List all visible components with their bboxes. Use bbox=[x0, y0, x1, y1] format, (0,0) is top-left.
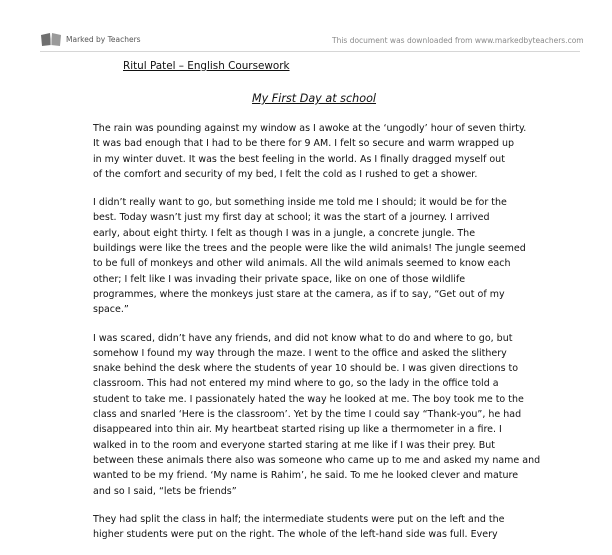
text-line: between these animals there also was someone who came up to me and asked my name and bbox=[93, 454, 541, 466]
text-line: class and snarled ‘Here is the classroom’. Yet by the time I could say “Thank-you”, he had bbox=[93, 409, 522, 421]
text-line: It was bad enough that I had to be there for 9 AM. I felt so secure and warm wrapped up bbox=[93, 138, 515, 150]
text-line: in my winter duvet. It was the best feeling in the world. As I finally dragged myself out bbox=[93, 153, 505, 165]
text-line: The rain was pounding against my window as I awoke at the ‘ungodly’ hour of seven thirty. bbox=[93, 123, 527, 134]
text-line: programmes, where the monkeys just stare at the camera, as if to say, “Get out of my bbox=[93, 288, 505, 300]
document-title: My First Day at school bbox=[251, 92, 377, 105]
essay-paragraph bbox=[93, 195, 535, 317]
logo-text: Marked by Teachers bbox=[66, 35, 141, 44]
text-line: disappeared into thin air. My heartbeat started rising up like a thermometer in a fire. I bbox=[93, 424, 502, 436]
text-line: walked in to the room and everyone started staring at me like if I was their prey. But bbox=[93, 439, 495, 451]
essay-paragraph bbox=[93, 512, 535, 543]
text-line: other; I felt like I was invading their private space, like on one of those wildlife bbox=[93, 273, 466, 285]
download-notice: This document was downloaded from www.markedbyteachers.com bbox=[332, 36, 584, 45]
text-line: snake behind the desk where the students of year 10 should be. I was given directions to bbox=[93, 363, 519, 375]
text-line: classroom. This had not entered my mind where to go, so the lady in the office told a bbox=[93, 378, 499, 390]
text-line: and so I said, “lets be friends” bbox=[93, 485, 237, 497]
text-line: higher students were put on the right. The whole of the left-hand side was full. Every bbox=[93, 529, 498, 541]
author-line: Ritul Patel – English Coursework bbox=[123, 60, 290, 72]
header-divider bbox=[40, 51, 580, 52]
text-line: best. Today wasn’t just my first day at school; it was the start of a journey. I arrived bbox=[93, 212, 490, 224]
essay-paragraph bbox=[93, 121, 535, 182]
text-line: early, about eight thirty. I felt as though I was in a jungle, a concrete jungle. The bbox=[93, 227, 476, 239]
essay-body bbox=[93, 121, 541, 555]
text-line: I didn’t really want to go, but something inside me told me I should; it would be for the bbox=[93, 197, 507, 209]
text-line: somehow I found my way through the maze. I went to the office and asked the slithery bbox=[93, 347, 507, 359]
text-line: student to take me. I passionately hated the way he looked at me. The boy took me to the bbox=[93, 393, 524, 405]
text-line: wanted to be my friend. ‘My name is Rahim’, he said. To me he looked clever and mature bbox=[93, 470, 519, 482]
text-line: space.” bbox=[93, 304, 129, 316]
text-line: I was scared, didn’t have any friends, and did not know what to do and where to go, but bbox=[93, 332, 513, 344]
text-line: to be full of monkeys and other wild animals. All the wild animals seemed to know each bbox=[93, 258, 511, 270]
essay-paragraph bbox=[93, 331, 541, 499]
text-line: buildings were like the trees and the people were like the wild animals! The jungle seemed bbox=[93, 243, 526, 255]
open-book-icon bbox=[40, 32, 62, 47]
text-line: They had split the class in half; the intermediate students were put on the left and the bbox=[93, 513, 505, 525]
marked-by-teachers-logo[interactable] bbox=[40, 32, 141, 47]
text-line: of the comfort and security of my bed, I felt the cold as I rushed to get a shower. bbox=[93, 168, 478, 180]
